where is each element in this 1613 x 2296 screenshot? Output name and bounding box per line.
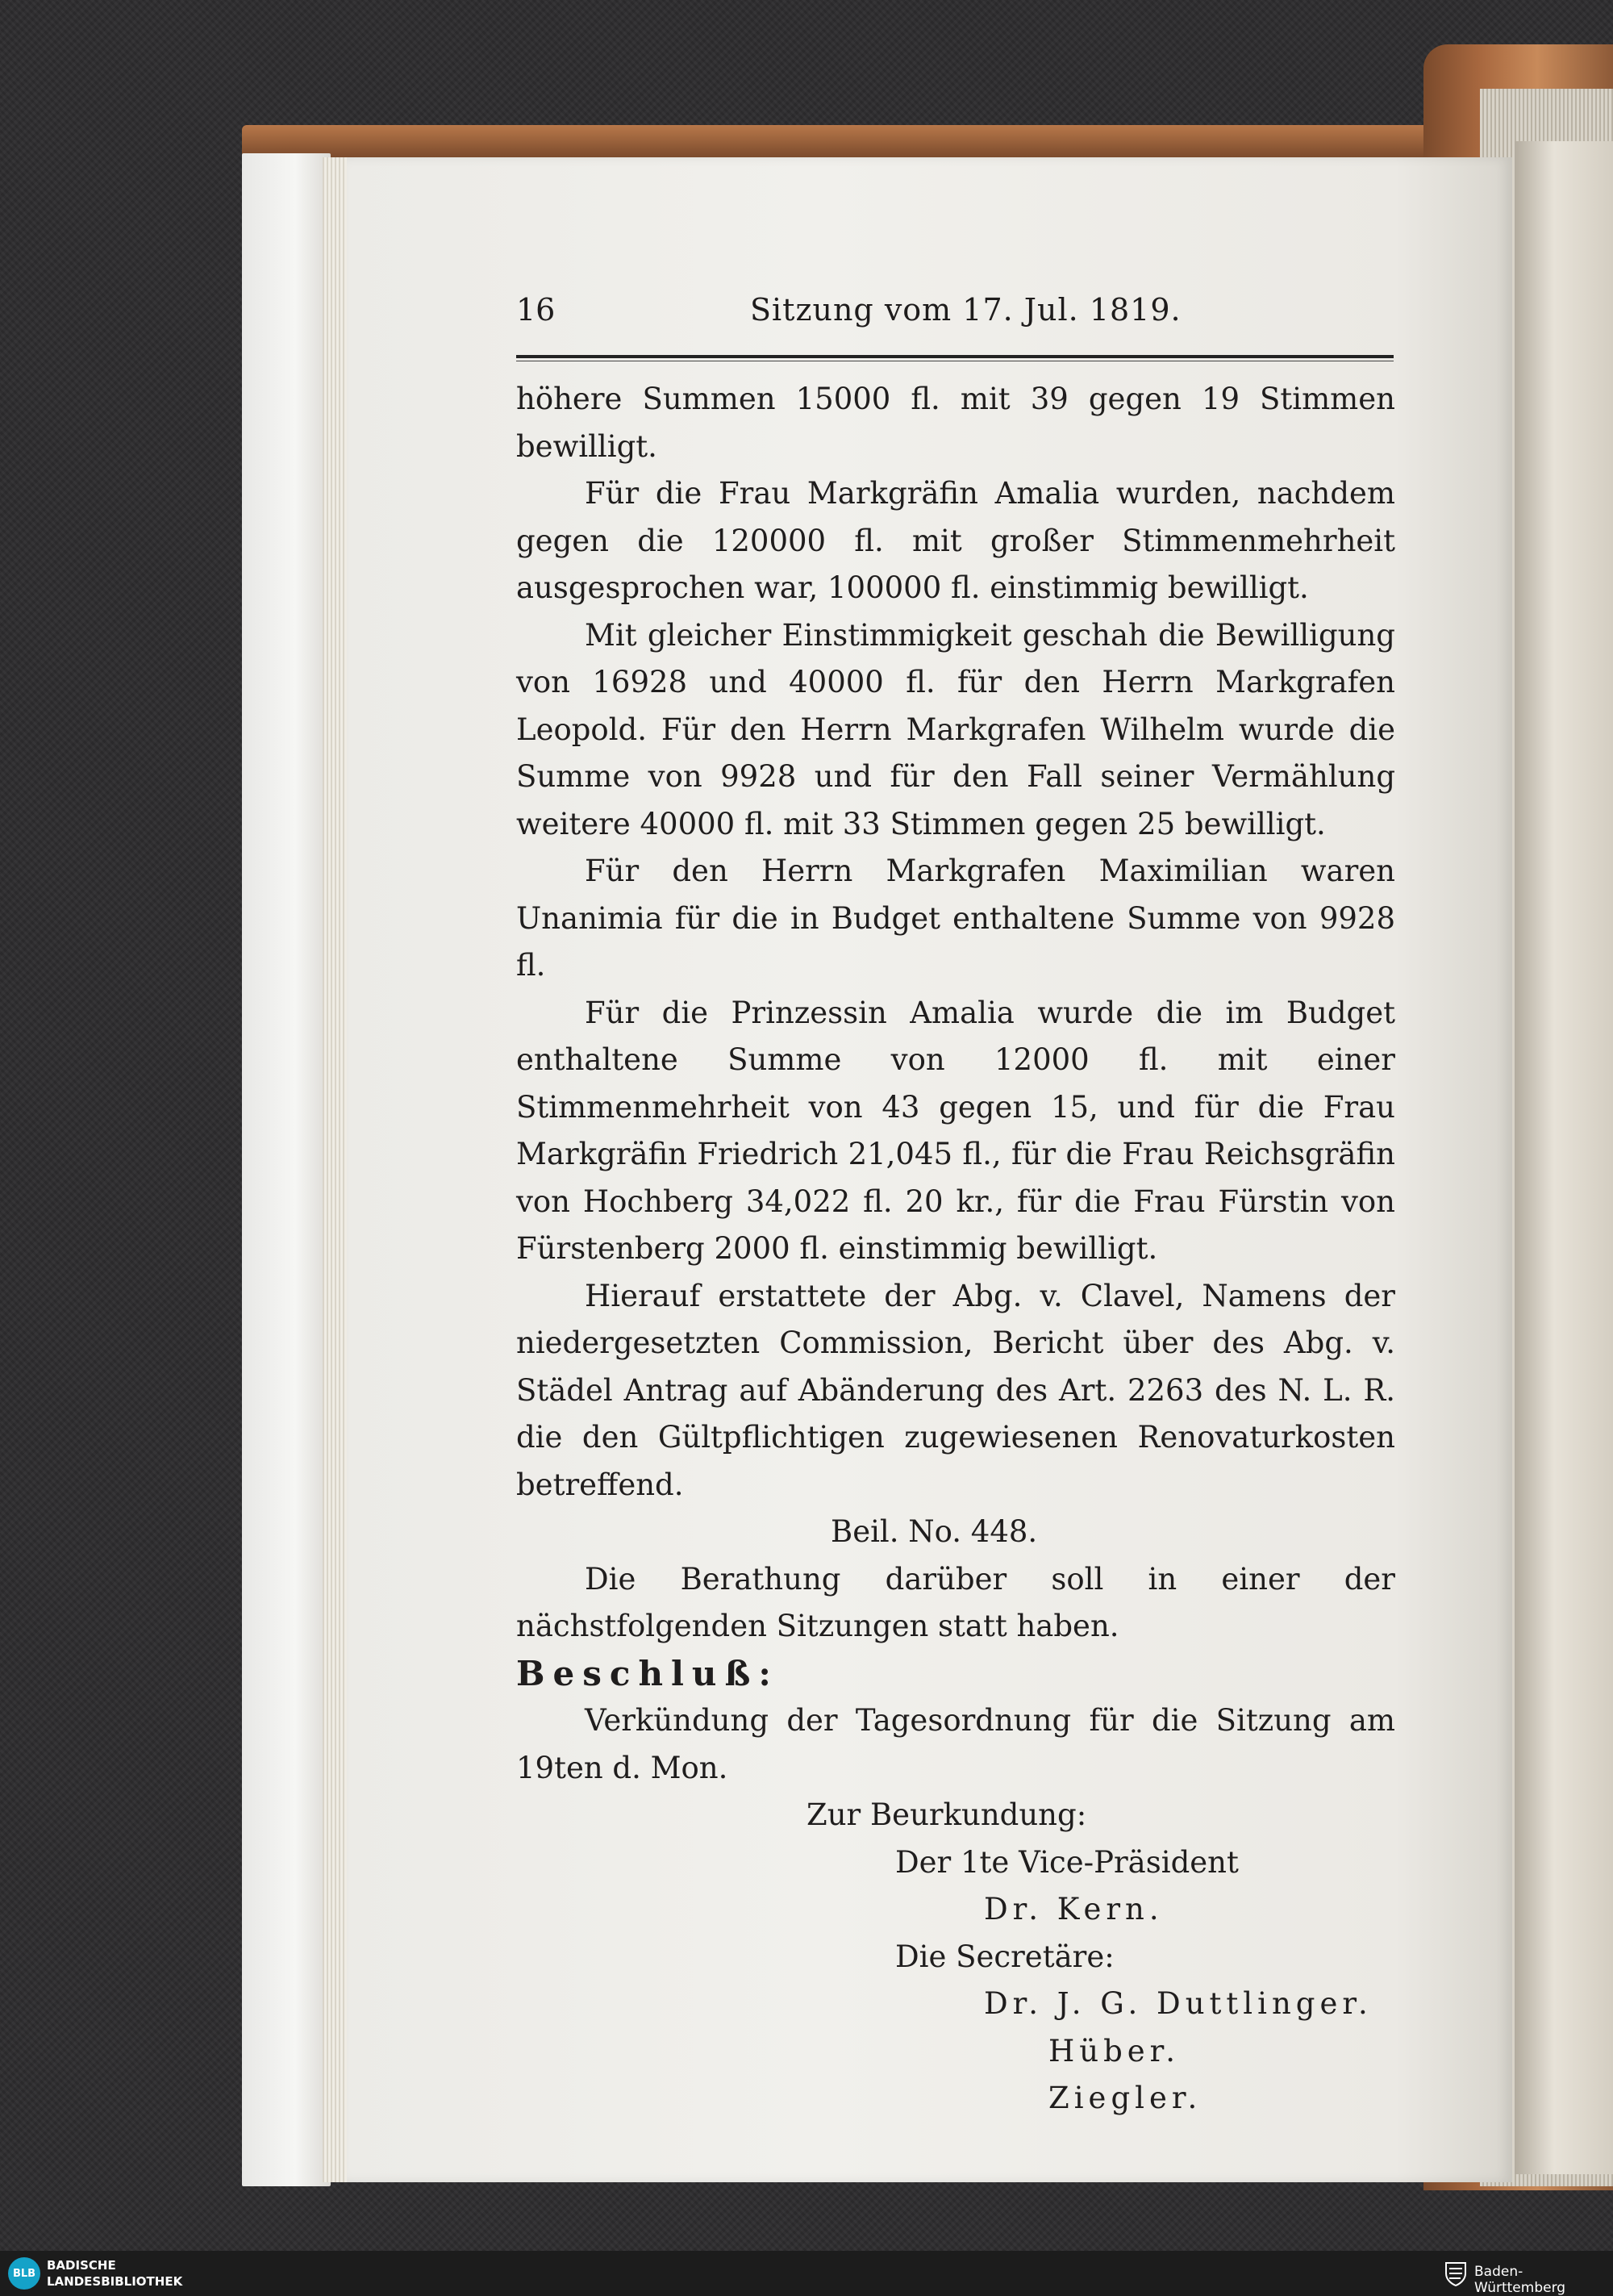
state-coat-of-arms-icon: [1444, 2261, 1468, 2286]
paragraph: Für die Frau Markgräfin Amalia wurden, nachdem gegen die 120000 fl. mit großer Stimmenmehrheit ausgesprochen war, 100000 fl. einstimmig bewilligt.: [516, 476, 1395, 605]
signature-line: [516, 1981, 1395, 2028]
book-page-edge-left: [242, 153, 331, 2186]
running-title: Sitzung vom 17. Jul. 1819.: [750, 292, 1182, 328]
page-number: 16: [516, 292, 556, 328]
library-name-line2: LANDESBIBLIOTHEK: [47, 2274, 183, 2289]
page-body: [516, 376, 1395, 2123]
secretary-name: Dr. J. G. Duttlinger.: [984, 1986, 1373, 2021]
footer-bar: [0, 2251, 1613, 2296]
signature-line: [516, 1934, 1395, 1981]
running-header: [516, 292, 1395, 340]
signature-line: [516, 2075, 1395, 2123]
state-label[interactable]: Baden-Württemberg: [1474, 2264, 1566, 2296]
book-gutter-fold: [1515, 141, 1613, 2174]
library-name[interactable]: [47, 2257, 182, 2290]
secretaries-title: Die Secretäre:: [895, 1939, 1115, 1974]
paragraph: Für die Prinzessin Amalia wurde die im Budget enthaltene Summe von 12000 fl. mit einer Stimmenmehrheit von 43 gegen 15, und für die Frau Markgräfin Friedrich 21,045 fl., für die Frau Reichsgräfin von Hochberg 34,022 fl. 20 kr., für die Frau Fürstin von Fürstenberg 2000 fl. einstimmig bewilligt.: [516, 995, 1395, 1266]
signature-line: [516, 1839, 1395, 1887]
attachment-reference: Beil. No. 448.: [831, 1514, 1038, 1549]
vice-president-name: Dr. Kern.: [984, 1892, 1164, 1927]
signature-line: [516, 1792, 1395, 1839]
paragraph: Hierauf erstattete der Abg. v. Clavel, Namens der niedergesetzten Commission, Bericht über des Abg. v. Städel Antrag auf Abänderung des Art. 2263 des N. L. R. die den Gültpflichtigen zugewiesenen Renovaturkosten betreffend.: [516, 1278, 1395, 1502]
library-name-line1: BADISCHE: [47, 2258, 116, 2273]
resolution-heading: Beschluß:: [516, 1653, 779, 1693]
library-logo[interactable]: BLB: [8, 2257, 40, 2290]
paragraph: Für den Herrn Markgrafen Maximilian waren Unanimia für die in Budget enthaltene Summe von 9928 fl.: [516, 854, 1395, 983]
attestation-label: Zur Beurkundung:: [806, 1797, 1087, 1832]
secretary-name: Ziegler.: [1048, 2081, 1202, 2115]
paragraph: höhere Summen 15000 fl. mit 39 gegen 19 Stimmen bewilligt.: [516, 382, 1395, 464]
paragraph: Verkündung der Tagesordnung für die Sitzung am 19ten d. Mon.: [516, 1703, 1395, 1785]
paragraph: Die Berathung darüber soll in einer der nächstfolgenden Sitzungen statt haben.: [516, 1561, 1395, 1643]
paragraph: Mit gleicher Einstimmigkeit geschah die Bewilligung von 16928 und 40000 fl. für den Herrn Markgrafen Leopold. Für den Herrn Markgrafen Wilhelm wurde die Summe von 9928 und für den Fall seiner Vermählung weitere 40000 fl. mit 33 Stimmen gegen 25 bewilligt.: [516, 617, 1395, 841]
header-rule: [516, 355, 1394, 358]
signature-line: [516, 1886, 1395, 1934]
vice-president-title: Der 1te Vice-Präsident: [895, 1844, 1239, 1880]
signature-line: [516, 2028, 1395, 2076]
secretary-name: Hüber.: [1048, 2033, 1181, 2068]
